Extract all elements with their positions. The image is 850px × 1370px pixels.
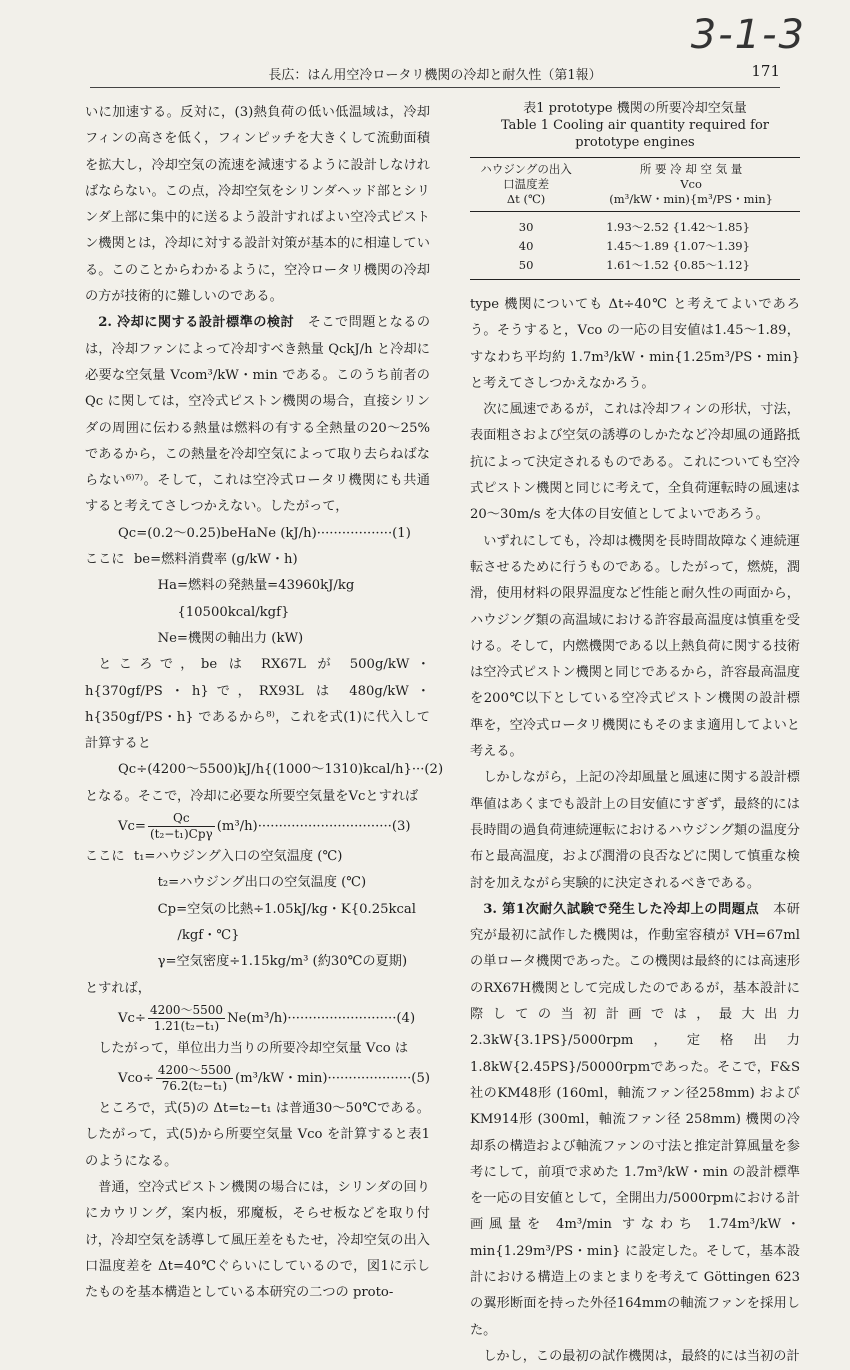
paragraph-max-temperature: いずれにしても，冷却は機関を長時間故障なく連続運転させるために行うものである。したがって，燃焼，潤滑，使用材料の限界温度など性能と耐久性の両面から，ハウジング類の高温域における許容最高温度は慎重を受ける。そして，内燃機関である以上熱負荷に関する技術は空冷式ピストン機関と同じであるから，許容最高温度を200℃以下としている空冷式ピストン機関の設計標準を，空冷式ロータリ機関にもそのまま適用してよいと考える。 [470, 533, 800, 760]
section-3-text: 本研究が最初に試作した機関は，作動室容積が VH=67ml の単ロータ機関であった。この機関は最終的には高速形のRX67H機関として完成したのであるが，基本設計に際しての当初計画では，最大出力 2.3kW{3.1PS}/5000rpm，定格出力 1.8kW{2.45PS}/50000rpmであった。そこで，F&S社のKM48形 (160ml，軸流ファン径258mm) およびKM914形 (300ml，軸流ファン径 258mm) 機関の冷却系の構造および軸流ファンの寸法と推定計算風量を参考にして，前項で求めた 1.7m³/kW・min の設計標準を一応の目安値として，全開出力/5000rpmにおける計画風量を 4m³/min すなわち 1.74m³/kW・min{1.29m³/PS・min} に設定した。そして，基本設計における構造上のまとまりを考えて Göttingen 623 の翼形断面を持った外径164mmの軸流ファンを採用した。 [470, 901, 800, 1338]
equation-1: Qc=(0.2～0.25)beHaNe (kJ/h)··················(1) [118, 525, 411, 541]
equation-5-denominator: 76.2(t₂−t₁) [161, 1079, 228, 1094]
paragraph-experimental: しかしながら，上記の冷却風量と風速に関する設計標準値はあくまでも設計上の目安値にすぎず，最終的には長時間の過負荷連続運転におけるハウジング類の温度分布と最高温度，および潤滑の良否などに関して慎重な検討を加えながら実験的に決定されるべきである。 [470, 770, 800, 891]
paragraph-wind-speed: 次に風速であるが，これは冷却フィンの形状，寸法，表面粗さおよび空気の誘導のしかたなど冷却風の通路抵抗によって決定されるものである。これについても空冷式ピストン機関と同じに考えて，全負荷運転時の風速は20～30m/s を大体の目安値としてよいであろう。 [470, 402, 800, 523]
table-1-header-vco [582, 158, 800, 212]
table-1-caption-en-1: Table 1 Cooling air quantity required for [501, 118, 769, 133]
paragraph-required-air: となる。そこで，冷却に必要な所要空気量をVcとすれば [85, 788, 419, 804]
table-row [470, 256, 800, 280]
header-vco-line-3: (m³/kW・min){m³/PS・min} [609, 192, 773, 206]
right-column [470, 100, 800, 1370]
equation-4-lhs: Vc÷ [118, 1010, 146, 1026]
equation-3-lhs: Vc= [118, 819, 146, 835]
table-1-block [470, 100, 800, 280]
equation-3-fraction [148, 811, 215, 842]
paragraph-unit-air: したがって，単位出力当りの所要冷却空気量 Vco は [98, 1040, 409, 1056]
header-vco-line-1: 所 要 冷 却 空 気 量 [639, 162, 743, 176]
table-1-caption-en-2: prototype engines [575, 135, 695, 150]
definition-t2: t₂=ハウジング出口の空気温度 (℃) [157, 875, 367, 891]
section-3 [470, 897, 800, 1344]
equation-5-lhs: Vco÷ [118, 1071, 154, 1087]
definition-ha-kcal: {10500kcal/kgf} [177, 604, 290, 620]
definition-be-row [85, 547, 430, 573]
paragraph-delta-t: ところで，式(5)の Δt=t₂−t₁ は普通30～50℃である。したがって，式(5)から所要空気量 Vco を計算すると表1のようになる。 [85, 1101, 430, 1169]
tosureba-text: とすれば， [85, 980, 151, 996]
definition-cp: Cp=空気の比熱÷1.05kJ/kg・K{0.25kcal [157, 901, 416, 917]
equation-4-rhs: Ne(m³/h)··························(4) [227, 1010, 416, 1026]
running-header [90, 60, 780, 88]
definition-be: be=燃料消費率 (g/kW・h) [133, 552, 298, 568]
definition-t1: t₁=ハウジング入口の空気温度 (℃) [133, 849, 343, 865]
paragraph-final: しかし，この最初の試作機関は，最終的には当初の計 [483, 1348, 800, 1364]
equation-4-fraction [148, 1003, 225, 1034]
koko-label: ここに [85, 552, 125, 568]
paragraph-fuel-consumption: ところで，be は RX67L が 500g/kW・h{370gf/PS・h}で，RX93L は 480g/kW・h{350gf/PS・h} であるから⁸⁾，これを式(1)に代入して計算すると [85, 657, 430, 752]
definition-ne: Ne=機関の軸出力 (kW) [157, 630, 304, 646]
table-cell-vco: 1.61～1.52 {0.85～1.12} [582, 256, 800, 280]
left-column [85, 100, 444, 1306]
table-1-caption [470, 100, 800, 151]
header-dt-line-3: Δt (℃) [506, 192, 546, 206]
table-cell-dt: 50 [470, 256, 582, 280]
equation-4 [85, 1002, 430, 1036]
table-row [470, 212, 800, 238]
equation-3-numerator: Qc [148, 811, 215, 827]
paragraph-piston-engine: 普通，空冷式ピストン機関の場合には，シリンダの回りにカウリング，案内板，邪魔板，そらせ板などを取り付け，冷却空気を誘導して風圧差をもたせ，冷却空気の出入口温度差を Δt=40℃ぐらいにしているので，図1に示したものを基本構造としている本研究の二つの proto- [85, 1179, 430, 1301]
table-cell-dt: 40 [518, 239, 534, 253]
table-cell-vco: 1.45～1.89 {1.07～1.39} [606, 239, 750, 253]
equation-4-denominator: 1.21(t₂−t₁) [153, 1018, 220, 1033]
equation-2: Qc÷(4200～5500)kJ/h{(1000～1310)kcal/h}···(2) [118, 762, 444, 778]
handwritten-page-code: 3-1-3 [690, 12, 806, 58]
header-dt-line-2: 口温度差 [503, 177, 550, 191]
table-row [470, 237, 800, 256]
header-dt-line-1: ハウジングの出入 [480, 162, 572, 176]
definition-ha: Ha=燃料の発熱量=43960kJ/kg [157, 578, 355, 594]
equation-5-fraction [156, 1063, 233, 1094]
running-header-title: 長広：はん用空冷ロータリ機関の冷却と耐久性（第1報） [268, 68, 602, 83]
definition-t1-row [85, 844, 430, 870]
section-2-text: そこで問題となるのは，冷却ファンによって冷却すべき熱量 QckJ/h と冷却に必要な空気量 Vcom³/kW・min である。このうち前者の Qc に関しては，空冷式ピストン機関の場合，直接シリンダの周囲に伝わる熱量は燃料の有する全熱量の20～25%であるから，この熱量を冷却空気によって取り去らねばならない⁶⁾⁷⁾。そして，これは空冷式ロータリ機関にも共通すると考えてさしつかえない。したがって， [85, 315, 431, 515]
equation-3-denominator: (t₂−t₁)Cpγ [149, 827, 213, 842]
table-cell-dt: 30 [518, 220, 534, 234]
header-vco-line-2: Vco [680, 177, 702, 191]
table-1-header-row [470, 158, 800, 212]
equation-5 [85, 1062, 430, 1096]
equation-3-rhs: (m³/h)································(3) [216, 819, 411, 835]
section-2 [85, 310, 430, 520]
paragraph-target-value: type 機関についても Δt÷40℃ と考えてよいであろう。そうすると，Vco の一応の目安値は1.45～1.89，すなわち平均約 1.7m³/kW・min{1.25m³/PS・min} と考えてさしつかえなかろう。 [470, 297, 800, 391]
table-1-header-dt [470, 158, 582, 212]
equation-5-numerator: 4200～5500 [157, 1063, 231, 1078]
koko-label-2: ここに [85, 849, 125, 865]
page-number: 171 [751, 62, 780, 80]
table-1-caption-jp: 表1 prototype 機関の所要冷却空気量 [523, 101, 747, 116]
equation-4-numerator: 4200～5500 [149, 1002, 224, 1017]
equation-5-rhs: (m³/kW・min)····················(5) [235, 1071, 430, 1087]
section-2-heading: 2. 冷却に関する設計標準の検討 [98, 315, 295, 331]
section-3-heading: 3. 第1次耐久試験で発生した冷却上の問題点 [483, 901, 760, 917]
paragraph-cooling-design: いに加速する。反対に，(3)熱負荷の低い低温域は，冷却フィンの高さを低く，フィンピッチを大きくして流動面積を拡大し，冷却空気の流速を減速するように設計しなければならない。この点，冷却空気をシリンダヘッド部とシリンダ上部に集中的に送るよう設計すればよい空冷式ピストン機関とは，冷却に対する設計対策が基本的に相違している。このことからわかるように，空冷ロータリ機関の冷却の方が技術的に難しいのである。 [85, 105, 430, 305]
table-cell-vco: 1.93～2.52 {1.42～1.85} [606, 220, 750, 234]
equation-3 [85, 810, 430, 844]
definition-cp-kcal: /kgf・℃} [177, 927, 240, 943]
table-1 [470, 157, 800, 280]
definition-gamma: γ=空気密度÷1.15kg/m³ (約30℃の夏期) [157, 954, 408, 970]
